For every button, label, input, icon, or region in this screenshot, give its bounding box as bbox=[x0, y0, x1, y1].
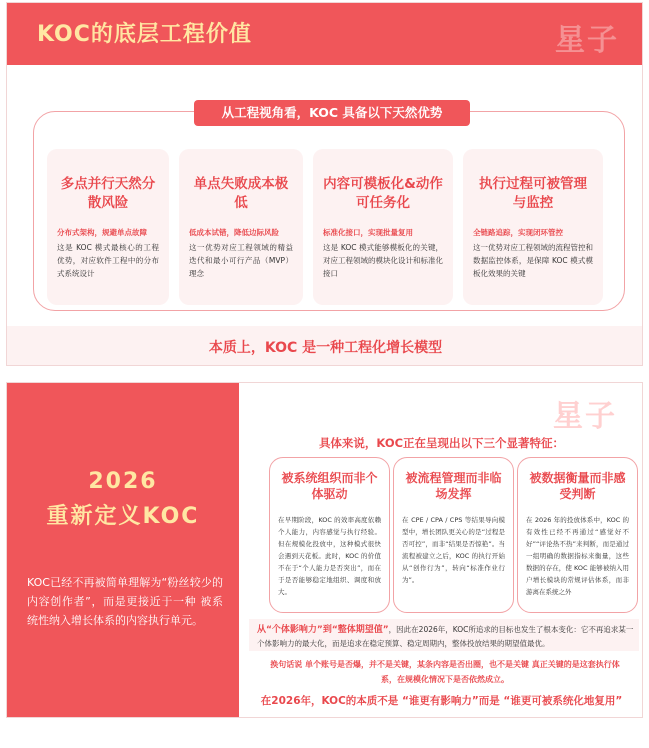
shift-text bbox=[257, 623, 637, 650]
card-body: 在 2026 年的投放体系中，KOC 的有效性已经不再通过“感觉好不好”“评论热不热”来判断，而是通过一组明确的数据指标来衡量，这些数据的存在，使 KOC 能够被纳入用户增长模块的常规评估体系，而非游离在系统之外 bbox=[526, 516, 629, 596]
card-body: 这一优势对应工程领域的流程管控和数据监控体系，是保障 KOC 模式模板化效果的关键 bbox=[473, 243, 593, 278]
shift-highlight: 从“个体影响力”到“整体期望值” bbox=[257, 625, 389, 635]
slide-title: 重新定义KOC bbox=[46, 504, 200, 529]
conclusion-text: 在2026年，KOC的本质不是 “谁更有影响力”而是 “谁更可被系统化地复用” bbox=[260, 695, 623, 707]
watermark-logo: 星子 bbox=[553, 399, 617, 434]
card-body: 在早期阶段，KOC 的效率高度依赖个人能力，内容感觉与执行经验。但在规模化投放中，这种模式很快会遇到天花板。此时，KOC 的价值不在于“个人能力是否突出”，而在于是否能够稳定地组织、调度和放大。 bbox=[278, 516, 381, 596]
slide-description: KOC已经不再被简单理解为“粉丝较少的内容创作者”，而是更接近于一种 被系统性纳入增长体系的内容执行单元。 bbox=[27, 576, 223, 627]
card-title: 被数据衡量而非感受判断 bbox=[529, 471, 626, 501]
advantage-card bbox=[313, 149, 453, 305]
feature-card bbox=[393, 457, 514, 613]
note-text: 换句话说 单个账号是否爆，并不是关键，某条内容是否出圈，也不是关键 真正关键的是这套执行体系，在规模化情况下是否依然成立。 bbox=[270, 660, 620, 684]
advantage-card bbox=[47, 149, 169, 305]
card-title: 单点失败成本极低 bbox=[193, 176, 289, 211]
card-title: 多点并行天然分散风险 bbox=[60, 176, 156, 211]
card-body: 这是 KOC 模式最核心的工程优势，对应软件工程中的分布式系统设计 bbox=[57, 243, 159, 278]
summary-text: 本质上，KOC 是一种工程化增长模型 bbox=[208, 340, 443, 356]
slide-title: KOC的底层工程价值 bbox=[37, 22, 252, 47]
card-title: 执行过程可被管理与监控 bbox=[479, 176, 587, 211]
shift-body: ，因此在2026年，KOC所追求的目标也发生了根本变化：它不再追求某一个体影响力的最大化，而是追求在稳定预算、稳定周期内，整体投放结果的期望值最优。 bbox=[257, 625, 634, 648]
card-subtitle: 全链路追踪，实现闭环管控 bbox=[473, 228, 563, 237]
watermark-logo: 星子 bbox=[555, 23, 619, 58]
card-subtitle: 标准化接口，实现批量复用 bbox=[323, 228, 413, 237]
feature-card bbox=[269, 457, 390, 613]
card-subtitle: 低成本试错，降低边际风险 bbox=[189, 228, 279, 237]
card-body: 在 CPE / CPA / CPS 等结果导向模型中，增长团队更关心的是“过程是否可控”，而非“结果是否惊艳”。当流程被建立之后，KOC 的执行开始从“创作行为”，转向“标准作业行为”。 bbox=[402, 516, 505, 584]
feature-card bbox=[517, 457, 638, 613]
card-title: 被流程管理而非临场发挥 bbox=[405, 471, 502, 501]
advantages-banner: 从工程视角看，KOC 具备以下天然优势 bbox=[194, 100, 470, 126]
card-title: 内容可模板化&动作可任务化 bbox=[323, 176, 443, 211]
left-panel bbox=[7, 383, 239, 718]
card-body: 这是 KOC 模式能够模板化的关键，对应工程领域的模块化设计和标准化接口 bbox=[323, 243, 443, 278]
advantage-card bbox=[463, 149, 603, 305]
card-body: 这一优势对应工程领域的精益迭代和最小可行产品（MVP）理念 bbox=[189, 243, 293, 278]
year-label: 2026 bbox=[88, 469, 158, 494]
slide-engineering-value bbox=[6, 2, 643, 366]
advantage-card bbox=[179, 149, 303, 305]
features-heading: 具体来说，KOC正在呈现出以下三个显著特征： bbox=[318, 436, 565, 450]
slide-redefine-koc bbox=[6, 382, 643, 718]
card-subtitle: 分布式架构，规避单点故障 bbox=[57, 228, 147, 237]
card-title: 被系统组织而非个体驱动 bbox=[281, 471, 378, 501]
